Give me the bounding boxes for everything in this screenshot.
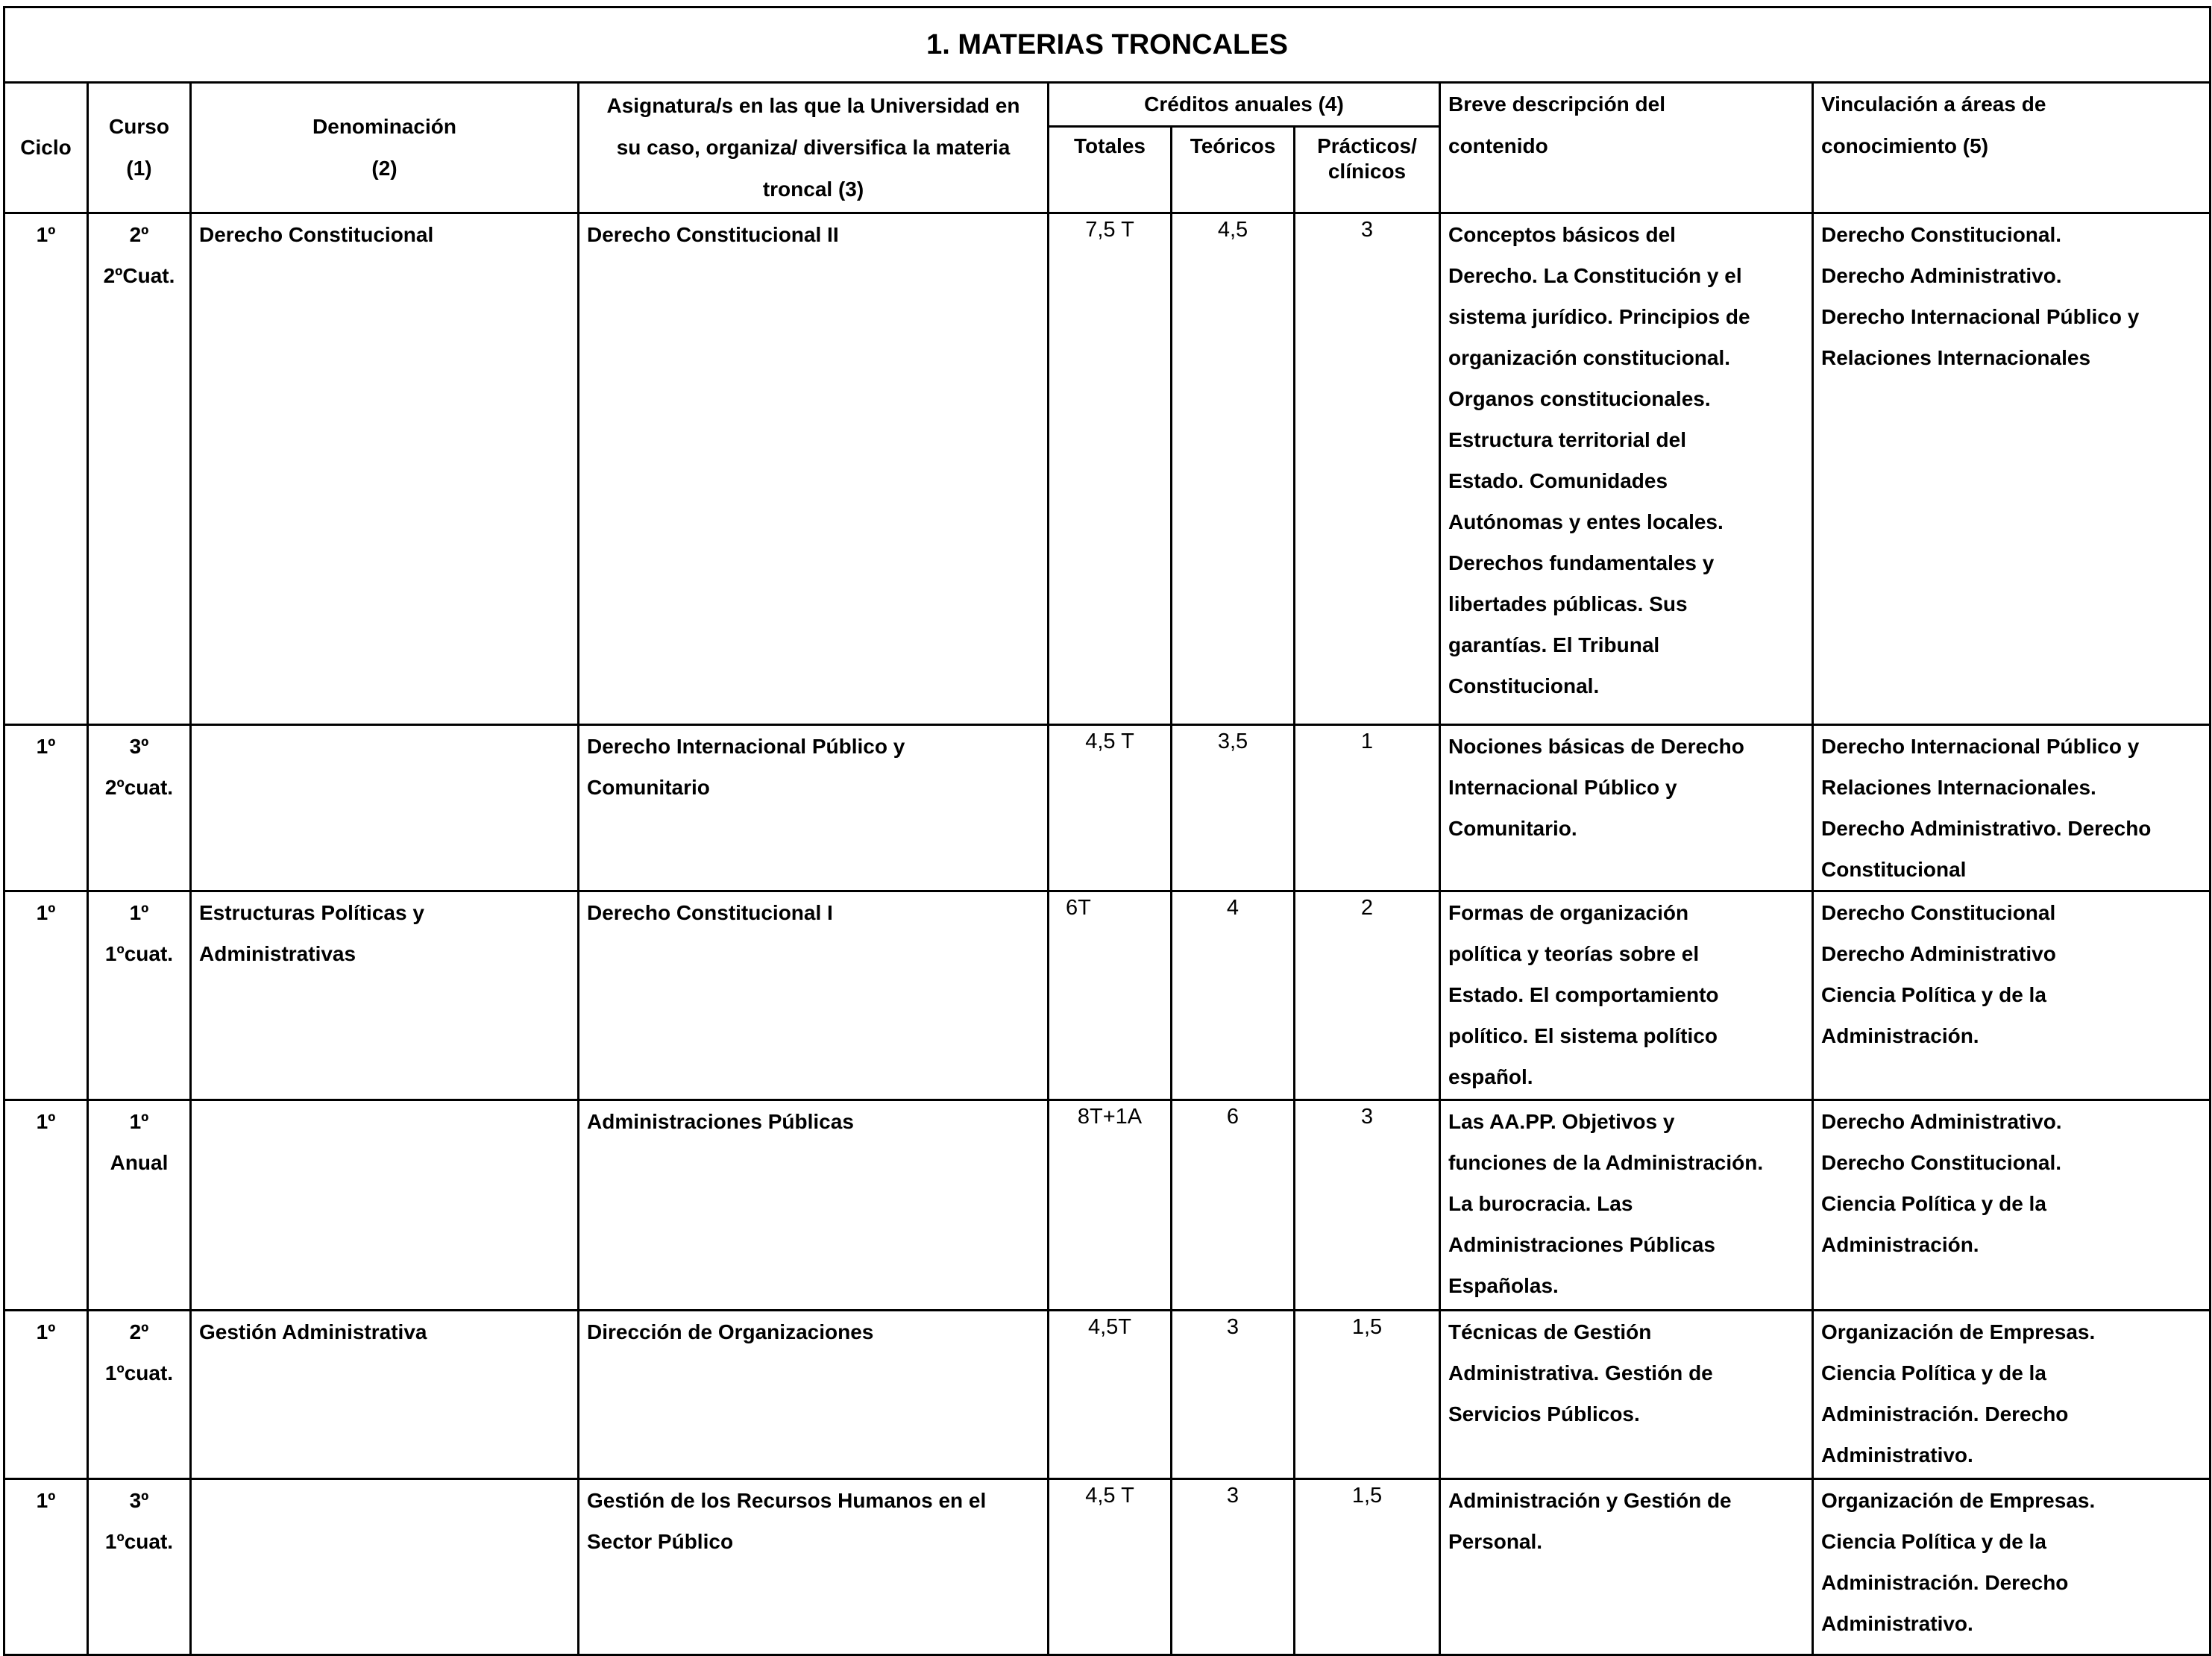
header-asignaturas-line-2: su caso, organiza/ diversifica la materia — [616, 136, 1011, 159]
descripcion-line: Las AA.PP. Objetivos y — [1448, 1110, 1675, 1133]
vinculacion-line: Administración. — [1821, 1233, 1979, 1256]
totales-cell: 6T — [1049, 891, 1172, 1100]
vinculacion-line: Relaciones Internacionales — [1821, 346, 2091, 369]
vinculacion-line: Relaciones Internacionales. — [1821, 776, 2096, 799]
curso-line: 1º — [129, 901, 149, 924]
vinculacion-cell — [1813, 1479, 2211, 1655]
descripcion-line: Administrativa. Gestión de — [1448, 1361, 1713, 1384]
descripcion-line: Internacional Público y — [1448, 776, 1677, 799]
curso-line: 1ºcuat. — [104, 1361, 174, 1384]
curso-line: 3º — [129, 1489, 149, 1512]
header-ciclo: Ciclo — [4, 83, 88, 213]
teoricos-cell: 4 — [1172, 891, 1295, 1100]
asignatura-line: Derecho Internacional Público y — [587, 735, 905, 758]
header-asignaturas-line-1: Asignatura/s en las que la Universidad en — [606, 94, 1020, 117]
table-row — [4, 1479, 2211, 1655]
curso-cell — [88, 1479, 191, 1655]
descripcion-cell — [1440, 1311, 1813, 1479]
vinculacion-line: Ciencia Política y de la — [1821, 1192, 2046, 1215]
curso-cell — [88, 725, 191, 891]
descripcion-cell — [1440, 1100, 1813, 1311]
denominacion-line: Estructuras Políticas y — [199, 901, 424, 924]
vinculacion-line: Derecho Constitucional. — [1821, 1151, 2062, 1174]
curso-line: 2º — [129, 1320, 149, 1343]
header-curso — [88, 83, 191, 213]
header-curso-label: Curso — [109, 115, 169, 138]
curso-line: 3º — [129, 735, 149, 758]
descripcion-line: Administraciones Públicas — [1448, 1233, 1715, 1256]
descripcion-line: Estructura territorial del — [1448, 428, 1686, 451]
descripcion-line: Formas de organización — [1448, 901, 1689, 924]
curso-cell — [88, 1100, 191, 1311]
header-practicos-line-1: Prácticos/ — [1317, 134, 1417, 157]
header-practicos-line-2: clínicos — [1327, 160, 1407, 183]
vinculacion-line: Derecho Constitucional — [1821, 901, 2056, 924]
asignatura-line: Derecho Constitucional I — [587, 901, 833, 924]
descripcion-line: Técnicas de Gestión — [1448, 1320, 1652, 1343]
practicos-cell: 3 — [1295, 213, 1440, 725]
header-vinculacion — [1813, 83, 2211, 213]
vinculacion-line: Derecho Administrativo. Derecho — [1821, 817, 2152, 840]
asignatura-line: Gestión de los Recursos Humanos en el — [587, 1489, 987, 1512]
curso-cell — [88, 213, 191, 725]
header-descripcion-line-2: contenido — [1448, 134, 1548, 157]
vinculacion-line: Organización de Empresas. — [1821, 1489, 2096, 1512]
teoricos-cell: 3 — [1172, 1311, 1295, 1479]
totales-cell: 8T+1A — [1049, 1100, 1172, 1311]
totales-cell: 4,5 T — [1049, 1479, 1172, 1655]
denominacion-cell — [191, 1311, 579, 1479]
descripcion-line: garantías. El Tribunal — [1448, 633, 1660, 656]
practicos-cell: 1,5 — [1295, 1479, 1440, 1655]
table-title: 1. MATERIAS TRONCALES — [4, 7, 2211, 83]
asignatura-line: Administraciones Públicas — [587, 1110, 854, 1133]
header-curso-note: (1) — [126, 157, 152, 180]
header-asignaturas — [579, 83, 1049, 213]
ciclo-cell: 1º — [4, 725, 88, 891]
teoricos-cell: 3,5 — [1172, 725, 1295, 891]
denominacion-line: Administrativas — [199, 942, 356, 965]
asignatura-line: Derecho Constitucional II — [587, 223, 839, 246]
vinculacion-line: Ciencia Política y de la — [1821, 983, 2046, 1006]
descripcion-line: político. El sistema político — [1448, 1024, 1718, 1047]
asignatura-cell — [579, 891, 1049, 1100]
asignatura-line: Dirección de Organizaciones — [587, 1320, 874, 1343]
descripcion-cell — [1440, 725, 1813, 891]
vinculacion-line: Derecho Administrativo. — [1821, 264, 2062, 287]
vinculacion-line: Administrativo. — [1821, 1443, 1973, 1467]
descripcion-line: sistema jurídico. Principios de — [1448, 305, 1750, 328]
descripcion-cell — [1440, 213, 1813, 725]
denominacion-cell — [191, 213, 579, 725]
asignatura-line: Comunitario — [587, 776, 710, 799]
denominacion-cell — [191, 1100, 579, 1311]
table-row — [4, 725, 2211, 891]
curso-line: 2º — [129, 223, 149, 246]
descripcion-line: Autónomas y entes locales. — [1448, 510, 1724, 533]
descripcion-line: organización constitucional. — [1448, 346, 1731, 369]
header-denominacion-note: (2) — [371, 157, 398, 180]
ciclo-cell: 1º — [4, 891, 88, 1100]
curso-line: 1º — [129, 1110, 149, 1133]
header-descripcion — [1440, 83, 1813, 213]
vinculacion-cell — [1813, 725, 2211, 891]
table-row — [4, 1100, 2211, 1311]
materias-troncales-sheet — [3, 6, 2209, 1656]
materias-table — [3, 6, 2211, 1656]
vinculacion-line: Ciencia Política y de la — [1821, 1530, 2046, 1553]
table-row — [4, 891, 2211, 1100]
curso-line: 1ºcuat. — [104, 1530, 174, 1553]
practicos-cell: 2 — [1295, 891, 1440, 1100]
totales-cell: 7,5 T — [1049, 213, 1172, 725]
descripcion-line: Españolas. — [1448, 1274, 1559, 1297]
curso-line: 2ºCuat. — [103, 264, 175, 287]
asignatura-cell — [579, 1479, 1049, 1655]
descripcion-line: política y teorías sobre el — [1448, 942, 1700, 965]
vinculacion-line: Derecho Internacional Público y — [1821, 735, 2140, 758]
practicos-cell: 1 — [1295, 725, 1440, 891]
vinculacion-line: Constitucional — [1821, 858, 1967, 881]
curso-cell — [88, 1311, 191, 1479]
descripcion-cell — [1440, 891, 1813, 1100]
header-teoricos: Teóricos — [1172, 127, 1295, 213]
vinculacion-line: Administrativo. — [1821, 1612, 1973, 1635]
descripcion-line: Constitucional. — [1448, 674, 1600, 697]
asignatura-line: Sector Público — [587, 1530, 734, 1553]
header-denominacion — [191, 83, 579, 213]
descripcion-cell — [1440, 1479, 1813, 1655]
descripcion-line: Estado. El comportamiento — [1448, 983, 1719, 1006]
header-creditos: Créditos anuales (4) — [1049, 83, 1440, 127]
descripcion-line: La burocracia. Las — [1448, 1192, 1633, 1215]
header-practicos — [1295, 127, 1440, 213]
vinculacion-line: Derecho Administrativo. — [1821, 1110, 2062, 1133]
curso-cell — [88, 891, 191, 1100]
descripcion-line: libertades públicas. Sus — [1448, 592, 1688, 615]
vinculacion-cell — [1813, 891, 2211, 1100]
header-denominacion-label: Denominación — [312, 115, 456, 138]
descripcion-line: Estado. Comunidades — [1448, 469, 1668, 492]
header-descripcion-line-1: Breve descripción del — [1448, 92, 1666, 116]
descripcion-line: Comunitario. — [1448, 817, 1577, 840]
denominacion-line: Gestión Administrativa — [199, 1320, 427, 1343]
practicos-cell: 1,5 — [1295, 1311, 1440, 1479]
ciclo-cell: 1º — [4, 213, 88, 725]
vinculacion-line: Administración. Derecho — [1821, 1571, 2069, 1594]
header-totales: Totales — [1049, 127, 1172, 213]
totales-cell: 4,5T — [1049, 1311, 1172, 1479]
vinculacion-line: Administración. — [1821, 1024, 1979, 1047]
vinculacion-line: Ciencia Política y de la — [1821, 1361, 2046, 1384]
denominacion-cell — [191, 1479, 579, 1655]
teoricos-cell: 4,5 — [1172, 213, 1295, 725]
vinculacion-line: Administración. Derecho — [1821, 1402, 2069, 1426]
header-asignaturas-line-3: troncal (3) — [762, 178, 864, 201]
asignatura-cell — [579, 725, 1049, 891]
vinculacion-line: Derecho Internacional Público y — [1821, 305, 2140, 328]
vinculacion-cell — [1813, 1311, 2211, 1479]
denominacion-cell — [191, 725, 579, 891]
header-vinculacion-line-1: Vinculación a áreas de — [1821, 92, 2046, 116]
vinculacion-line: Derecho Constitucional. — [1821, 223, 2062, 246]
descripcion-line: Personal. — [1448, 1530, 1543, 1553]
totales-cell: 4,5 T — [1049, 725, 1172, 891]
asignatura-cell — [579, 1100, 1049, 1311]
practicos-cell: 3 — [1295, 1100, 1440, 1311]
descripcion-line: Administración y Gestión de — [1448, 1489, 1732, 1512]
teoricos-cell: 6 — [1172, 1100, 1295, 1311]
vinculacion-line: Derecho Administrativo — [1821, 942, 2056, 965]
table-row — [4, 1311, 2211, 1479]
header-vinculacion-line-2: conocimiento (5) — [1821, 134, 1989, 157]
descripcion-line: Servicios Públicos. — [1448, 1402, 1640, 1426]
asignatura-cell — [579, 213, 1049, 725]
descripcion-line: Conceptos básicos del — [1448, 223, 1676, 246]
table-row — [4, 213, 2211, 725]
curso-line: Anual — [110, 1151, 169, 1174]
ciclo-cell: 1º — [4, 1311, 88, 1479]
vinculacion-line: Organización de Empresas. — [1821, 1320, 2096, 1343]
descripcion-line: Nociones básicas de Derecho — [1448, 735, 1744, 758]
table-body — [4, 213, 2211, 1655]
denominacion-line: Derecho Constitucional — [199, 223, 434, 246]
descripcion-line: funciones de la Administración. — [1448, 1151, 1764, 1174]
denominacion-cell — [191, 891, 579, 1100]
descripcion-line: Organos constitucionales. — [1448, 387, 1711, 410]
descripcion-line: español. — [1448, 1065, 1533, 1088]
vinculacion-cell — [1813, 213, 2211, 725]
asignatura-cell — [579, 1311, 1049, 1479]
descripcion-line: Derecho. La Constitución y el — [1448, 264, 1742, 287]
curso-line: 1ºcuat. — [104, 942, 174, 965]
ciclo-cell: 1º — [4, 1479, 88, 1655]
vinculacion-cell — [1813, 1100, 2211, 1311]
teoricos-cell: 3 — [1172, 1479, 1295, 1655]
ciclo-cell: 1º — [4, 1100, 88, 1311]
curso-line: 2ºcuat. — [104, 776, 174, 799]
descripcion-line: Derechos fundamentales y — [1448, 551, 1715, 574]
